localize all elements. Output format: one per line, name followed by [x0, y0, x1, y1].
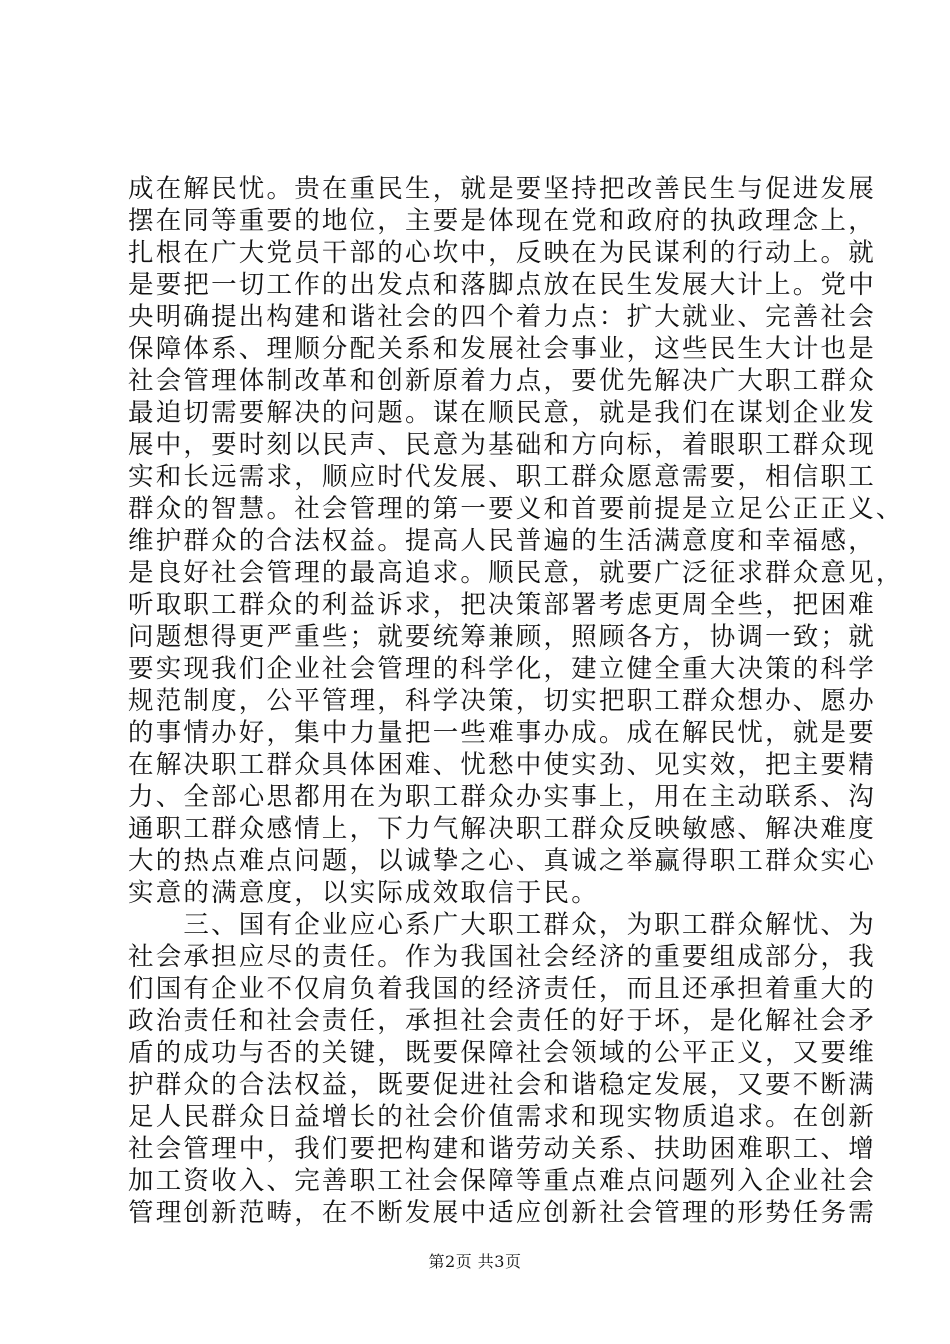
text-line: 央明确提出构建和谐社会的四个着力点：扩大就业、完善社会 [128, 302, 876, 332]
text-line: 保障体系、理顺分配关系和发展社会事业，这些民生大计也是 [128, 334, 876, 364]
text-line: 实意的满意度，以实际成效取信于民。 [128, 878, 599, 908]
text-line: 要实现我们企业社会管理的科学化，建立健全重大决策的科学 [128, 654, 876, 684]
text-line: 问题想得更严重些；就要统筹兼顾，照顾各方，协调一致；就 [128, 622, 876, 652]
text-line: 三、国有企业应心系广大职工群众，为职工群众解忧、为 [128, 910, 876, 940]
text-line: 的事情办好，集中力量把一些难事办成。成在解民忧，就是要 [128, 718, 876, 748]
text-line: 通职工群众感情上，下力气解决职工群众反映敏感、解决难度 [128, 814, 876, 844]
text-line: 最迫切需要解决的问题。谋在顺民意，就是我们在谋划企业发 [128, 398, 876, 428]
text-line: 护群众的合法权益，既要促进社会和谐稳定发展，又要不断满 [128, 1070, 876, 1100]
text-line: 规范制度，公平管理，科学决策，切实把职工群众想办、愿办 [128, 686, 876, 716]
text-line: 听取职工群众的利益诉求，把决策部署考虑更周全些，把困难 [128, 590, 876, 620]
text-line: 加工资收入、完善职工社会保障等重点难点问题列入企业社会 [128, 1166, 876, 1196]
text-line: 实和长远需求，顺应时代发展、职工群众愿意需要，相信职工 [128, 462, 876, 492]
text-line: 群众的智慧。社会管理的第一要义和首要前提是立足公正正义、 [128, 494, 904, 524]
text-line: 是要把一切工作的出发点和落脚点放在民生发展大计上。党中 [128, 270, 876, 300]
text-line: 社会管理中，我们要把构建和谐劳动关系、扶助困难职工、增 [128, 1134, 876, 1164]
text-line: 是良好社会管理的最高追求。顺民意，就要广泛征求群众意见， [128, 558, 904, 588]
page-number-footer: 第2页 共3页 [428, 1252, 522, 1271]
text-line: 力、全部心思都用在为职工群众办实事上，用在主动联系、沟 [128, 782, 876, 812]
text-line: 社会承担应尽的责任。作为我国社会经济的重要组成部分，我 [128, 942, 876, 972]
text-line: 成在解民忧。贵在重民生，就是要坚持把改善民生与促进发展 [128, 174, 876, 204]
document-body [128, 173, 904, 1229]
text-line: 摆在同等重要的地位，主要是体现在党和政府的执政理念上， [128, 206, 876, 236]
text-line: 盾的成功与否的关键，既要保障社会领域的公平正义，又要维 [128, 1038, 876, 1068]
text-line: 管理创新范畴，在不断发展中适应创新社会管理的形势任务需 [128, 1198, 876, 1228]
text-line: 维护群众的合法权益。提高人民普遍的生活满意度和幸福感， [128, 526, 876, 556]
text-line: 们国有企业不仅肩负着我国的经济责任，而且还承担着重大的 [128, 974, 876, 1004]
text-line: 足人民群众日益增长的社会价值需求和现实物质追求。在创新 [128, 1102, 876, 1132]
text-line: 社会管理体制改革和创新原着力点，要优先解决广大职工群众 [128, 366, 876, 396]
text-line: 展中，要时刻以民声、民意为基础和方向标，着眼职工群众现 [128, 430, 876, 460]
text-line: 在解决职工群众具体困难、忧愁中使实劲、见实效，把主要精 [128, 750, 876, 780]
text-line: 大的热点难点问题，以诚挚之心、真诚之举赢得职工群众实心 [128, 846, 876, 876]
text-line: 政治责任和社会责任，承担社会责任的好于坏，是化解社会矛 [128, 1006, 876, 1036]
text-line: 扎根在广大党员干部的心坎中，反映在为民谋利的行动上。就 [128, 238, 876, 268]
